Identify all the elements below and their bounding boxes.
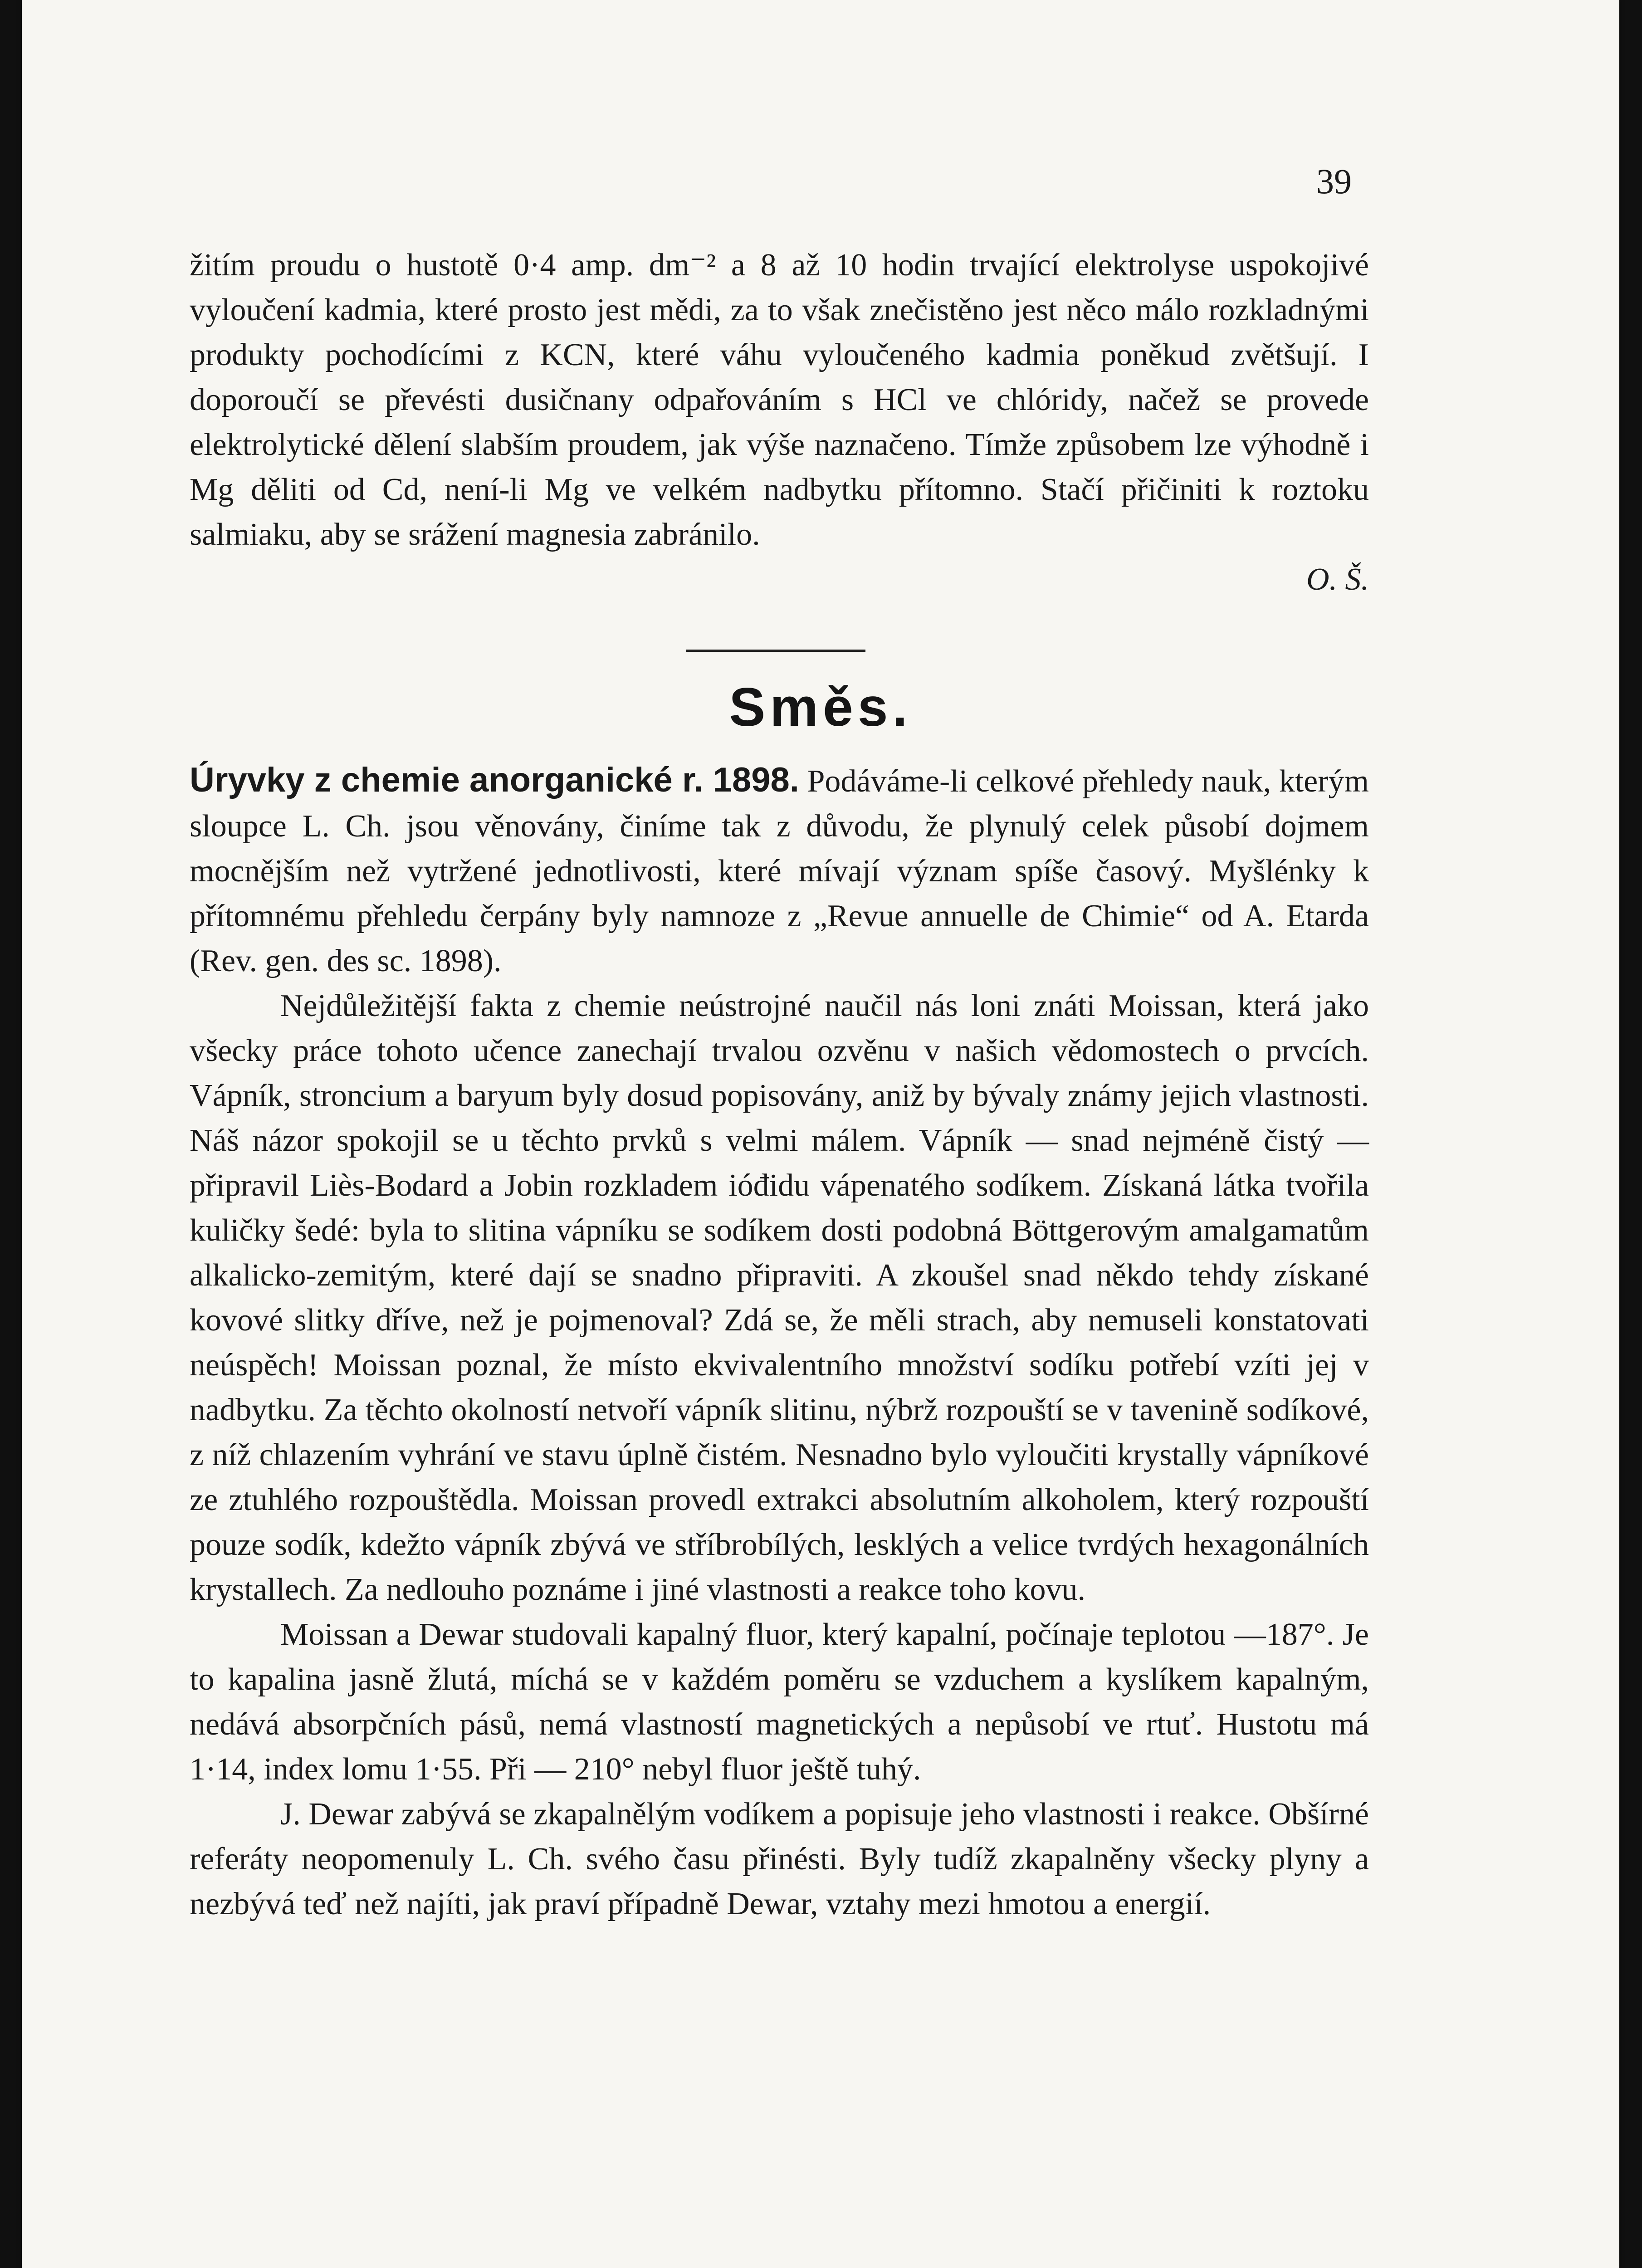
intro-section [190,243,1369,602]
article-paragraph-3: Moissan a Dewar studovali kapalný fluor, který kapalní, počínaje teplotou —187°. Je to kapalina jasně žlutá, míchá se v každém poměru se vzduchem a kyslíkem kapalným, nedává absorpčních pásů, nemá vlastností magnetických a nepůsobí ve rtuť. Hustotu má 1·14, index lomu 1·55. Při — 210° nebyl fluor ještě tuhý. [190,1617,1369,1787]
article-heading: Úryvky z chemie anorganické r. 1898. [190,761,799,799]
article-paragraph-1: Podáváme-li celkové přehledy nauk, kterým sloupce L. Ch. jsou věnovány, činíme tak z důvodu, že plynulý celek působí dojmem mocnějším než vytržené jednotlivosti, které mívají význam spíše časový. Myšlénky k přítomnému přehledu čerpány byly namnoze z „Revue annuelle de Chimie“ od A. Etarda (Rev. gen. des sc. 1898). [190,764,1369,978]
section-divider [686,650,865,652]
document-page [22,0,1619,2268]
section-title: Směs. [729,677,912,738]
article-lead-paragraph [190,758,1369,983]
page-number: 39 [1316,161,1352,201]
intro-paragraph: žitím proudu o hustotě 0·4 amp. dm⁻² a 8 až 10 hodin trvající elektrolyse uspokojivé vyloučení kadmia, které prosto jest mědi, za to však znečistěno jest něco málo rozkladnými produkty pochodícími z KCN, které váhu vyloučeného kadmia poněkud zvětšují. I doporoučí se převésti dusičnany odpařováním s HCl ve chlóridy, načež se provede elektrolytické dělení slabším proudem, jak výše naznačeno. Tímže způsobem lze výhodně i Mg děliti od Cd, není-li Mg ve velkém nadbytku přítomno. Stačí přičiniti k roztoku salmiaku, aby se srážení magnesia zabránilo. [190,248,1369,552]
article-paragraph-4: J. Dewar zabývá se zkapalnělým vodíkem a popisuje jeho vlastnosti i reakce. Obšírné referáty neopomenuly L. Ch. svého času přinésti. Byly tudíž zkapalněny všecky plyny a nezbývá teď než najíti, jak praví případně Dewar, vztahy mezi hmotou a energií. [190,1797,1369,1921]
author-signature: O. Š. [1306,562,1369,597]
article-body [190,758,1369,1926]
article-paragraph-2: Nejdůležitější fakta z chemie neústrojné naučil nás loni znáti Moissan, která jako všecky práce tohoto učence zanechají trvalou ozvěnu v našich vědomostech o prvcích. Vápník, stroncium a baryum byly dosud popisovány, aniž by bývaly známy jejich vlastnosti. Náš názor spokojil se u těchto prvků s velmi málem. Vápník — snad nejméně čistý — připravil Liès-Bodard a Jobin rozkladem ióđidu vápenatého sodíkem. Získaná látka tvořila kuličky šedé: byla to slitina vápníku se sodíkem dosti podobná Böttgerovým amalgamatům alkalicko-zemitým, které dají se snadno připraviti. A zkoušel snad někdo tehdy získané kovové slitky dříve, než je pojmenoval? Zdá se, že měli strach, aby nemuseli konstatovati neúspěch! Moissan poznal, že místo ekvivalentního množství sodíku potřebí vzíti jej v nadbytku. Za těchto okolností netvoří vápník slitinu, nýbrž rozpouští se v tavenině sodíkové, z níž chlazením vyhrání ve stavu úplně čistém. Nesnadno bylo vyloučiti krystally vápníkové ze ztuhlého rozpouštědla. Moissan provedl extrakci absolutním alkoholem, který rozpouští pouze sodík, kdežto vápník zbývá ve stříbrobílých, lesklých a velice tvrdých hexagonálních krystallech. Za nedlouho poznáme i jiné vlastnosti a reakce toho kovu. [190,988,1369,1607]
